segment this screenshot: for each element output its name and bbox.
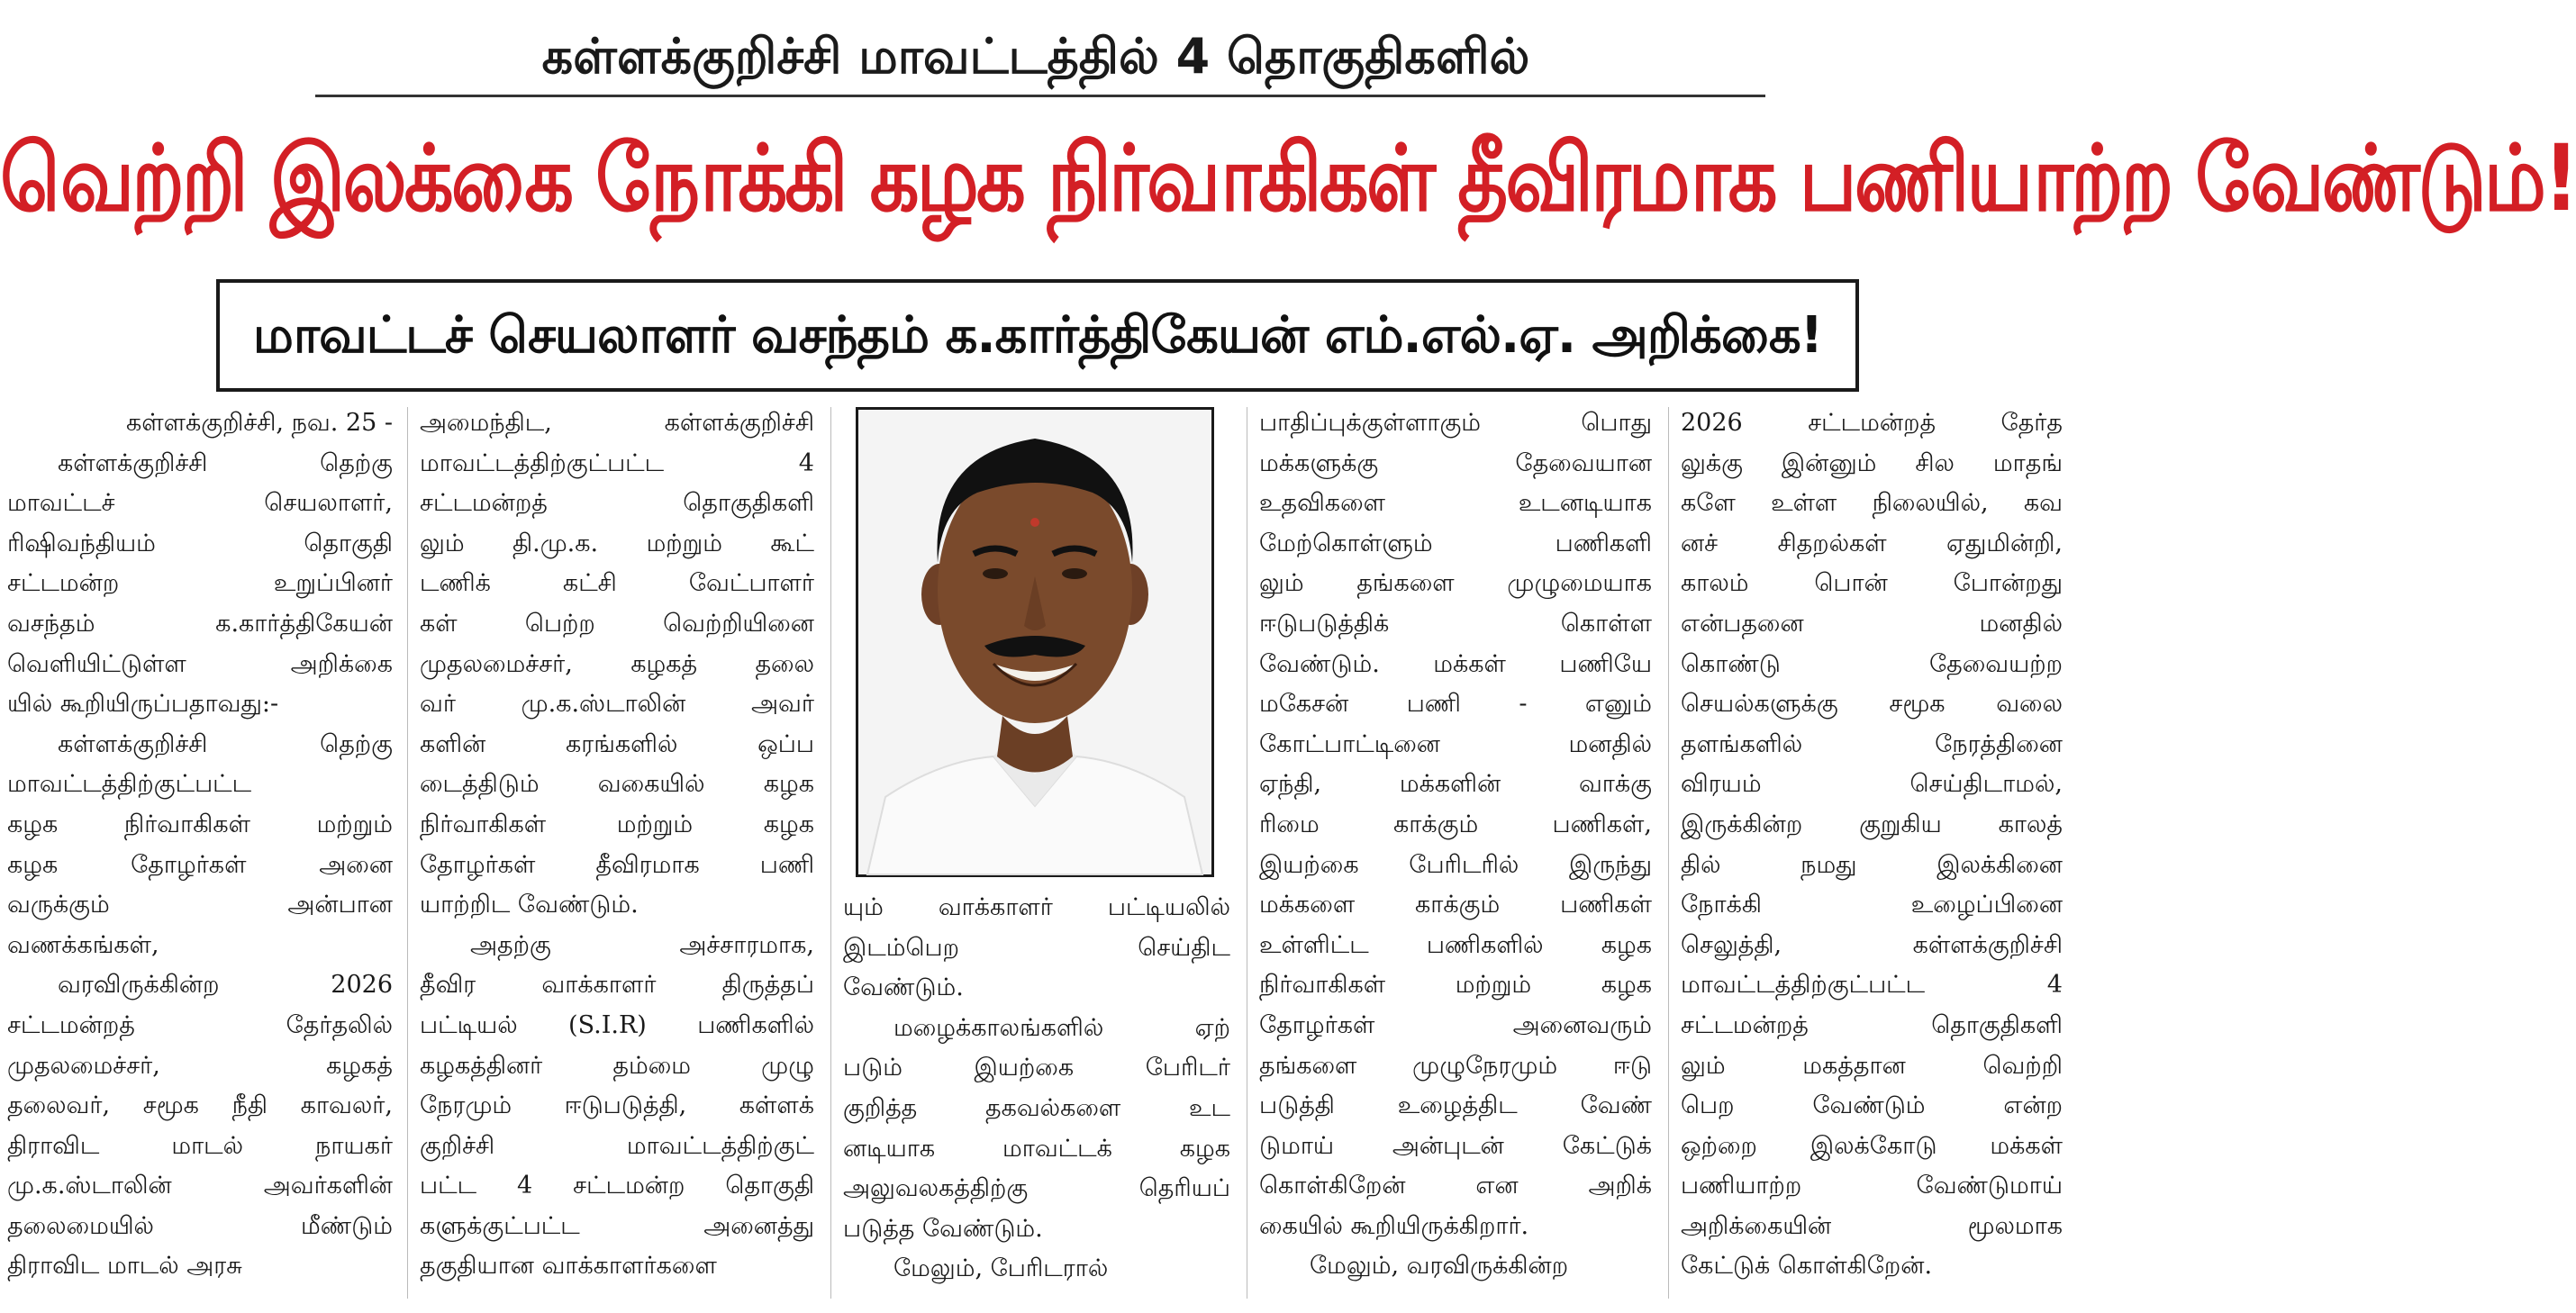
article-line: குறிச்சி மாவட்டத்திற்குட் xyxy=(420,1131,814,1160)
article-line: படுத்தி உழைத்திட வேண் xyxy=(1259,1091,1652,1120)
article-column-1 xyxy=(7,403,393,1304)
article-line: நிர்வாகிகள் மற்றும் கழக xyxy=(420,810,814,838)
article-line: என்பதனை மனதில் xyxy=(1681,609,2063,638)
article-line: யாற்றிட வேண்டும். xyxy=(420,891,639,919)
subheadline-box: மாவட்டச் செயலாளர் வசந்தம் க.கார்த்திகேயன் எம்.எல்.ஏ. அறிக்கை! xyxy=(216,279,1859,392)
article-line: படும் இயற்கை பேரிடர் xyxy=(843,1054,1230,1082)
article-line: கழக நிர்வாகிகள் மற்றும் xyxy=(7,810,393,838)
article-line: ரிமை காக்கும் பணிகள், xyxy=(1259,810,1652,838)
article-line: தில் நமது இலக்கினை xyxy=(1681,850,2063,879)
article-line: நோக்கி உழைப்பினை xyxy=(1681,891,2063,919)
article-line: யில் கூறியிருப்பதாவது:- xyxy=(7,690,279,719)
article-line: மக்களுக்கு தேவையான xyxy=(1259,448,1652,477)
article-line: மேலும், பேரிடரால் xyxy=(893,1254,1109,1283)
article-line: னச் சிதறல்கள் ஏதுமின்றி, xyxy=(1681,529,2063,557)
article-line: திராவிட மாடல் நாயகர் xyxy=(7,1131,393,1160)
article-line: மாவட்டச் செயலாளர், xyxy=(7,489,393,518)
article-line: மகேசன் பணி - எனும் xyxy=(1259,690,1652,719)
article-line: இடம்பெற செய்திட xyxy=(843,933,1230,962)
column-divider xyxy=(830,407,831,1299)
article-column-3 xyxy=(843,888,1230,1302)
article-line: சட்டமன்றத் தொகுதிகளி xyxy=(420,489,814,518)
article-line: காலம் பொன் போன்றது xyxy=(1681,569,2063,598)
article-line: மாவட்டத்திற்குட்பட்ட 4 xyxy=(1681,971,2063,1000)
article-line: இருக்கின்ற குறுகிய காலத் xyxy=(1681,810,2063,838)
article-line: மேற்கொள்ளும் பணிகளி xyxy=(1259,529,1652,557)
column-divider xyxy=(1668,407,1669,1299)
article-line: சட்டமன்றத் தொகுதிகளி xyxy=(1681,1010,2063,1039)
article-line: பாதிப்புக்குள்ளாகும் பொது xyxy=(1259,409,1652,437)
article-line: ஒற்றை இலக்கோடு மக்கள் xyxy=(1681,1131,2063,1160)
article-line: கள்ளக்குறிச்சி தெற்கு xyxy=(58,448,393,477)
article-line: வெளியிட்டுள்ள அறிக்கை xyxy=(7,649,393,678)
article-line: கொண்டு தேவையற்ற xyxy=(1681,649,2063,678)
article-line: உதவிகளை உடனடியாக xyxy=(1259,489,1652,518)
article-line: மாவட்டத்திற்குட்பட்ட xyxy=(7,770,252,799)
article-column-5 xyxy=(1681,403,2063,1304)
article-line: தலைவர், சமூக நீதி காவலர், xyxy=(7,1091,393,1120)
article-line: செலுத்தி, கள்ளக்குறிச்சி xyxy=(1681,930,2063,959)
article-line: 2026 சட்டமன்றத் தேர்த xyxy=(1681,409,2063,437)
article-line: சட்டமன்றத் தேர்தலில் xyxy=(7,1010,393,1039)
article-line: தலைமையில் மீண்டும் xyxy=(7,1211,393,1240)
kicker-headline: கள்ளக்குறிச்சி மாவட்டத்தில் 4 தொகுதிகளில் xyxy=(541,28,1530,85)
article-line: தோழர்கள் அனைவரும் xyxy=(1259,1010,1652,1039)
article-line: அதற்கு அச்சாரமாக, xyxy=(470,930,814,959)
portrait-illustration xyxy=(858,410,1211,874)
article-line: வசந்தம் க.கார்த்திகேயன் xyxy=(7,609,393,638)
article-line: நிர்வாகிகள் மற்றும் கழக xyxy=(1259,971,1652,1000)
main-headline: வெற்றி இலக்கை நோக்கி கழக நிர்வாகிகள் தீவிரமாக பணியாற்ற வேண்டும்! xyxy=(0,125,2576,232)
article-line: மு.க.ஸ்டாலின் அவர்களின் xyxy=(7,1172,393,1200)
article-line: தகுதியான வாக்காளர்களை xyxy=(420,1252,717,1281)
article-line: கையில் கூறியிருக்கிறார். xyxy=(1259,1211,1529,1240)
article-line: தளங்களில் நேரத்தினை xyxy=(1681,729,2063,758)
article-line: பட்டியல் (S.I.R) பணிகளில் xyxy=(420,1010,814,1039)
article-line: நேரமும் ஈடுபடுத்தி, கள்ளக் xyxy=(420,1091,814,1120)
article-line: பணியாற்ற வேண்டுமாய் xyxy=(1681,1172,2063,1200)
article-line: கள்ளக்குறிச்சி, நவ. 25 - xyxy=(126,409,393,437)
article-line: கேட்டுக் கொள்கிறேன். xyxy=(1681,1252,1933,1281)
article-line: லுக்கு இன்னும் சில மாதங் xyxy=(1681,448,2063,477)
article-line: களுக்குட்பட்ட அனைத்து xyxy=(420,1211,814,1240)
article-line: இயற்கை பேரிடரில் இருந்து xyxy=(1259,850,1652,879)
portrait-photo-icon xyxy=(856,407,1214,877)
article-line: வருக்கும் அன்பான xyxy=(7,891,393,919)
article-line: வேண்டும். xyxy=(843,973,964,1002)
article-line: லும் தங்களை முழுமையாக xyxy=(1259,569,1652,598)
article-line: பட்ட 4 சட்டமன்ற தொகுதி xyxy=(420,1172,814,1200)
article-line: யும் வாக்காளர் பட்டியலில் xyxy=(843,893,1230,921)
article-line: கழக தோழர்கள் அனை xyxy=(7,850,393,879)
article-line: அமைந்திட, கள்ளக்குறிச்சி xyxy=(420,409,814,437)
article-line: லும் மகத்தான வெற்றி xyxy=(1681,1051,2063,1080)
article-line: உள்ளிட்ட பணிகளில் கழக xyxy=(1259,930,1652,959)
article-line: வர் மு.க.ஸ்டாலின் அவர் xyxy=(420,690,814,719)
article-line: செயல்களுக்கு சமூக வலை xyxy=(1681,690,2063,719)
article-line: வரவிருக்கின்ற 2026 xyxy=(58,971,393,1000)
article-column-4 xyxy=(1259,403,1652,1304)
article-line: மேலும், வரவிருக்கின்ற xyxy=(1310,1252,1569,1281)
article-line: னடியாக மாவட்டக் கழக xyxy=(843,1134,1230,1163)
article-line: முதலமைச்சர், கழகத் தலை xyxy=(420,649,814,678)
article-line: தீவிர வாக்காளர் திருத்தப் xyxy=(420,971,814,1000)
article-line: மாவட்டத்திற்குட்பட்ட 4 xyxy=(420,448,814,477)
article-line: மக்களை காக்கும் பணிகள் xyxy=(1259,891,1652,919)
article-line: லும் தி.மு.க. மற்றும் கூட் xyxy=(420,529,814,557)
article-line: அலுவலகத்திற்கு தெரியப் xyxy=(843,1174,1230,1203)
article-line: டணிக் கட்சி வேட்பாளர் xyxy=(420,569,814,598)
article-line: பெற வேண்டும் என்ற xyxy=(1681,1091,2063,1120)
article-line: குறித்த தகவல்களை உட xyxy=(843,1093,1230,1122)
article-line: மழைக்காலங்களில் ஏற் xyxy=(893,1013,1230,1042)
article-column-2 xyxy=(420,403,814,1304)
article-line: கோட்பாட்டினை மனதில் xyxy=(1259,729,1652,758)
article-line: படுத்த வேண்டும். xyxy=(843,1214,1043,1243)
article-line: வேண்டும். மக்கள் பணியே xyxy=(1259,649,1652,678)
article-line: ஏந்தி, மக்களின் வாக்கு xyxy=(1259,770,1652,799)
article-line: களின் கரங்களில் ஒப்ப xyxy=(420,729,814,758)
article-line: தங்களை முழுநேரமும் ஈடு xyxy=(1259,1051,1652,1080)
article-line: கழகத்தினர் தம்மை முழு xyxy=(420,1051,814,1080)
article-line: அறிக்கையின் மூலமாக xyxy=(1681,1211,2063,1240)
article-line: டைத்திடும் வகையில் கழக xyxy=(420,770,814,799)
article-line: கள்ளக்குறிச்சி தெற்கு xyxy=(58,729,393,758)
article-line: ஈடுபடுத்திக் கொள்ள xyxy=(1259,609,1652,638)
article-line: ரிஷிவந்தியம் தொகுதி xyxy=(7,529,393,557)
article-line: களே உள்ள நிலையில், கவ xyxy=(1681,489,2063,518)
article-line: கள் பெற்ற வெற்றியினை xyxy=(420,609,814,638)
column-divider xyxy=(407,407,408,1299)
article-line: முதலமைச்சர், கழகத் xyxy=(7,1051,393,1080)
article-line: திராவிட மாடல் அரசு xyxy=(7,1252,242,1281)
article-line: வணக்கங்கள், xyxy=(7,930,159,959)
article-line: கொள்கிறேன் என அறிக் xyxy=(1259,1172,1652,1200)
article-line: டுமாய் அன்புடன் கேட்டுக் xyxy=(1259,1131,1652,1160)
article-line: தோழர்கள் தீவிரமாக பணி xyxy=(420,850,814,879)
article-line: விரயம் செய்திடாமல், xyxy=(1681,770,2063,799)
article-line: சட்டமன்ற உறுப்பினர் xyxy=(7,569,393,598)
